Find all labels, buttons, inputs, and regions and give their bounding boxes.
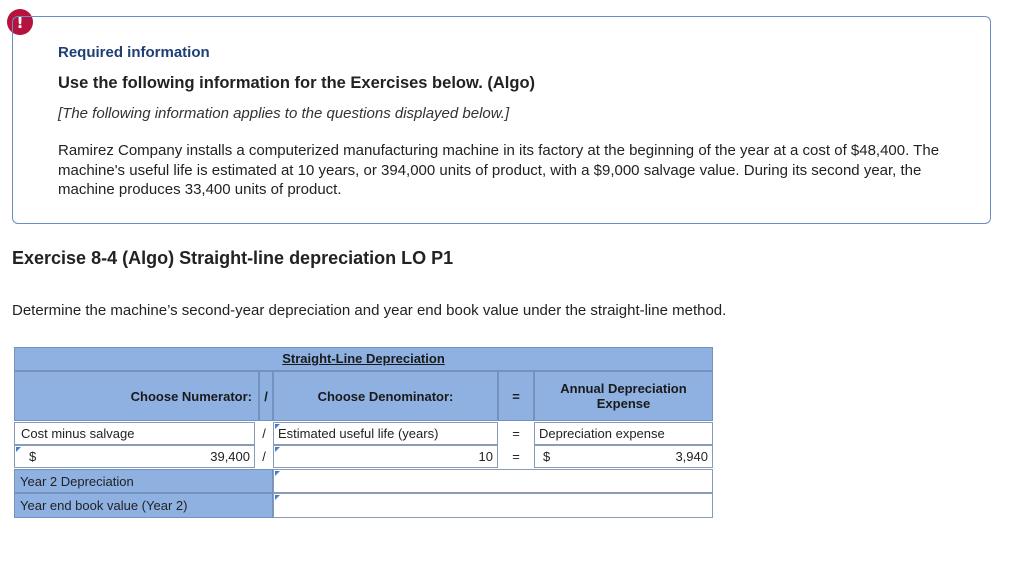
- depreciation-expense-value: 3,940: [675, 449, 708, 464]
- year2-depreciation-input[interactable]: [273, 469, 713, 493]
- dropdown-marker-icon: [16, 447, 21, 452]
- denominator-select-value: Estimated useful life (years): [278, 426, 439, 441]
- numerator-amount: 39,400: [210, 449, 250, 464]
- required-info-panel: [12, 16, 991, 224]
- exercise-title: Exercise 8-4 (Algo) Straight-line depreciation LO P1: [12, 248, 454, 268]
- year-end-book-value-label: Year end book value (Year 2): [14, 493, 273, 518]
- row2-slash: /: [262, 449, 266, 464]
- denominator-select[interactable]: [273, 422, 498, 445]
- exercise-instruction: Determine the machine’s second-year depreciation and year end book value under the straight-line method.: [12, 302, 727, 319]
- slash-header: /: [259, 371, 273, 421]
- straight-line-depreciation-table: [14, 347, 713, 519]
- problem-description: Ramirez Company installs a computerized manufacturing machine in its factory at the beginning of the year at a cost of $48,400. The machine's useful life is estimated at 10 years, or 394,000 units of product, with a $9,000 salvage value. During its second year, the machine produces 33,400 units of product.: [58, 142, 940, 198]
- denominator-amount-input[interactable]: [273, 445, 498, 468]
- applies-note: [The following information applies to the questions displayed below.]: [58, 105, 510, 122]
- dropdown-marker-icon: [275, 495, 280, 500]
- result-currency: $: [543, 449, 551, 464]
- numerator-currency: $: [29, 449, 37, 464]
- info-heading: Use the following information for the Exercises below. (Algo): [58, 74, 536, 92]
- depreciation-expense-output: [534, 445, 713, 468]
- year-end-book-value-input[interactable]: [273, 493, 713, 518]
- row2-equals: =: [512, 449, 520, 464]
- dropdown-marker-icon: [275, 471, 280, 476]
- numerator-select[interactable]: Cost minus salvage: [14, 422, 255, 445]
- numerator-header: Choose Numerator:: [14, 371, 259, 421]
- dropdown-marker-icon: [275, 447, 280, 452]
- year2-depreciation-label: Year 2 Depreciation: [14, 469, 273, 493]
- numerator-amount-input[interactable]: [14, 445, 255, 468]
- result-label: Depreciation expense: [534, 422, 713, 445]
- alert-icon: !: [7, 9, 33, 35]
- dropdown-marker-icon: [275, 424, 280, 429]
- result-header: Annual Depreciation Expense: [534, 371, 713, 421]
- required-info-label: Required information: [58, 44, 210, 61]
- table-title: Straight-Line Depreciation: [14, 347, 713, 371]
- denominator-amount: 10: [478, 449, 493, 464]
- row1-equals: =: [512, 426, 520, 441]
- equals-header: =: [498, 371, 534, 421]
- denominator-header: Choose Denominator:: [273, 371, 498, 421]
- row1-slash: /: [262, 426, 266, 441]
